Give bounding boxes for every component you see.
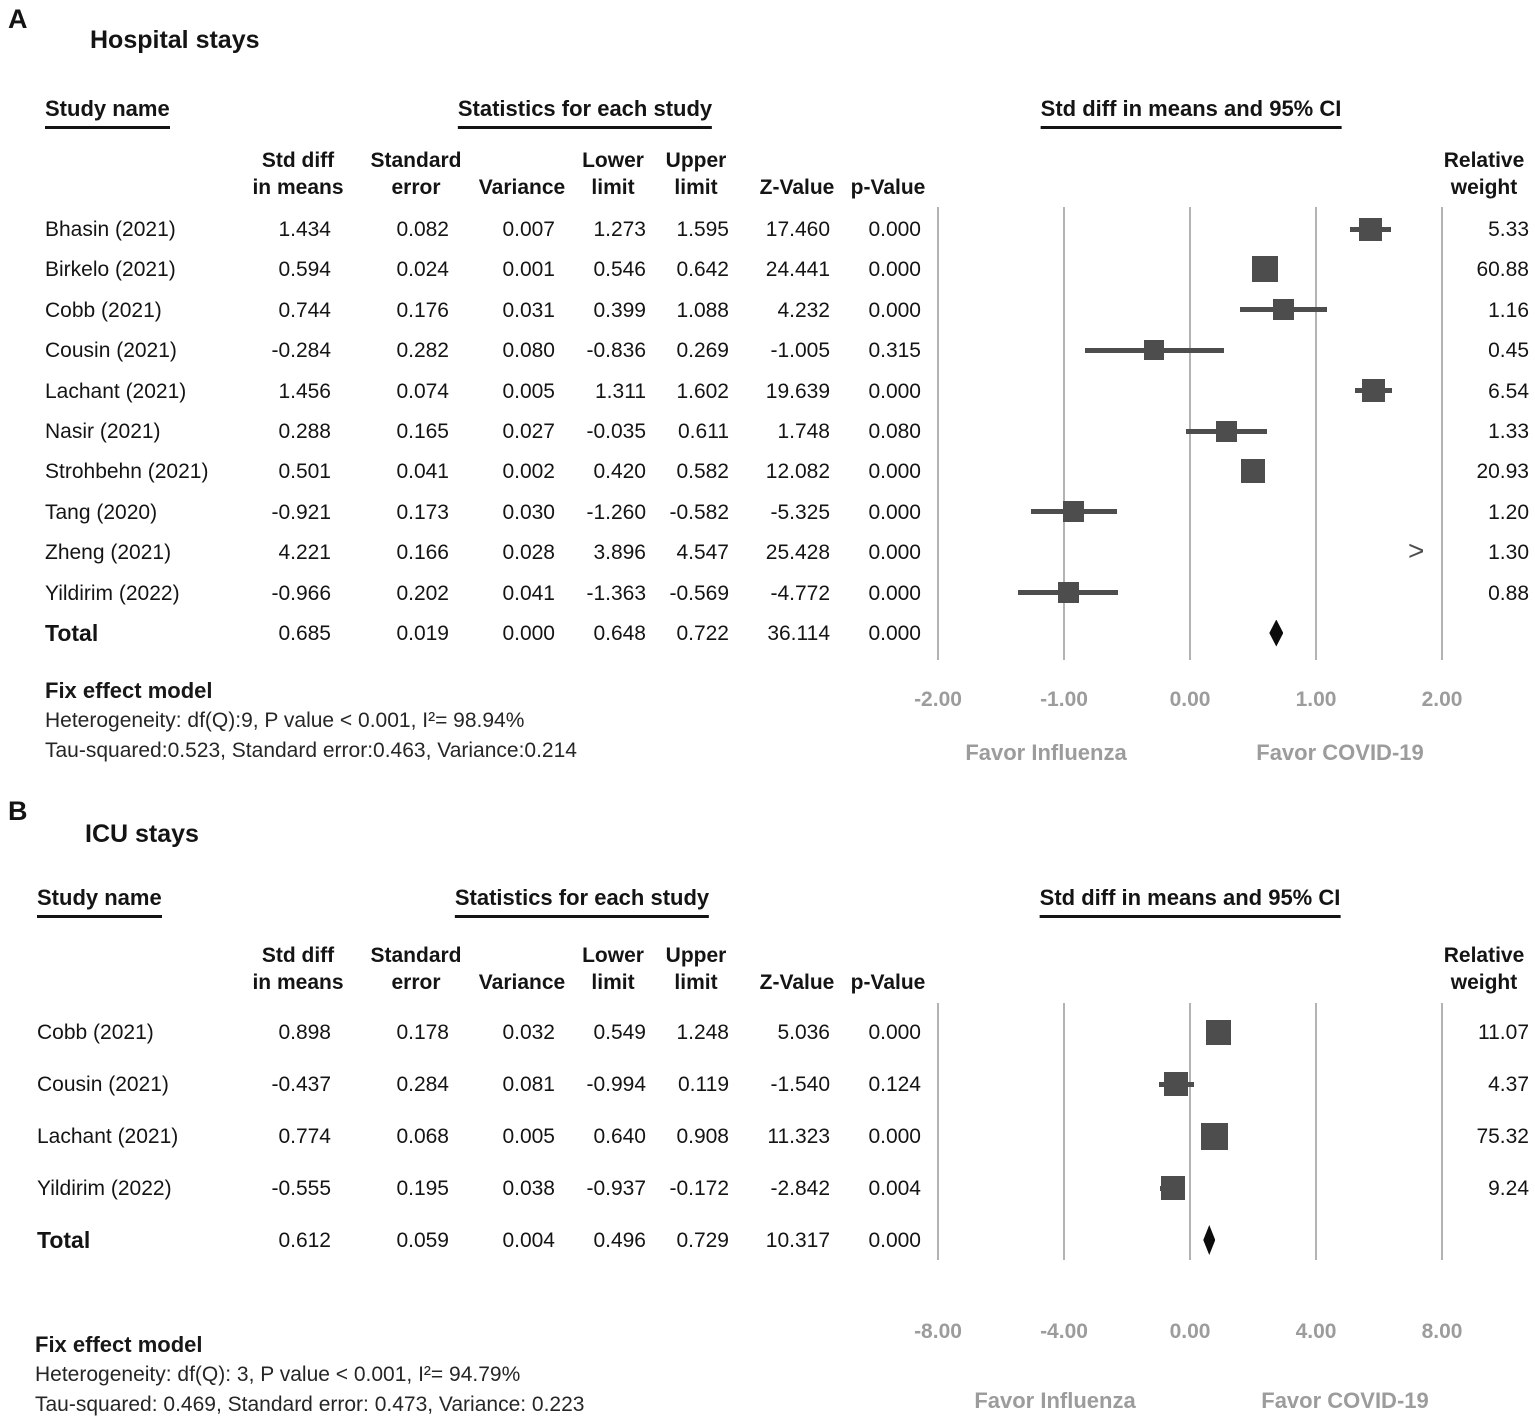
stat-value: 36.114 (767, 622, 830, 645)
stat-value: -0.836 (586, 339, 646, 363)
stat-value: 0.642 (676, 258, 729, 282)
study-name: Yildirim (2022) (37, 1177, 172, 1200)
ci-plot-header: Std diff in means and 95% CI (1040, 885, 1341, 918)
stat-value: 0.173 (396, 500, 449, 524)
stat-value: 0.000 (868, 460, 921, 484)
stat-value: 0.195 (396, 1177, 449, 1200)
stat-value: 3.896 (593, 541, 646, 565)
axis-tick-label: 0.00 (1169, 688, 1211, 711)
stat-value: 0.288 (278, 420, 331, 443)
heterogeneity-text: Heterogeneity: df(Q): 3, P value < 0.001, I²= 94.79% (35, 1363, 521, 1386)
stat-value: 0.594 (278, 258, 331, 282)
column-header-line2: in means (252, 176, 344, 199)
column-header-line1: Std diff (261, 944, 335, 967)
stat-value: -0.966 (271, 581, 331, 605)
tau-text: Tau-squared:0.523, Standard error:0.463, Variance:0.214 (45, 739, 577, 762)
stat-value: -0.569 (669, 581, 729, 605)
stat-value: 0.722 (676, 622, 729, 645)
column-header-line2: Z-Value (759, 176, 835, 199)
stat-value: -0.555 (271, 1177, 331, 1200)
stat-value: 0.165 (396, 420, 449, 443)
stat-value: 0.004 (502, 1229, 555, 1252)
study-name: Cousin (2021) (45, 339, 177, 363)
relative-weight-header-line2: weight (1450, 176, 1518, 199)
tau-text: Tau-squared: 0.469, Standard error: 0.473, Variance: 0.223 (35, 1393, 585, 1416)
heterogeneity-text: Heterogeneity: df(Q):9, P value < 0.001, I²= 98.94% (45, 709, 525, 732)
stat-value: 0.080 (868, 420, 921, 443)
stat-value: 0.000 (502, 622, 555, 645)
stat-value: 0.004 (868, 1177, 921, 1200)
relative-weight-value: 11.07 (1478, 1021, 1529, 1044)
stat-value: 0.032 (502, 1021, 555, 1044)
stat-value: 0.000 (868, 500, 921, 524)
stat-value: 0.041 (502, 581, 555, 605)
study-name-column-header: Study name (37, 885, 162, 918)
model-footer (45, 676, 577, 766)
stat-value: 0.041 (396, 460, 449, 484)
stat-value: 0.000 (868, 1021, 921, 1044)
relative-weight-value: 75.32 (1476, 1125, 1529, 1148)
column-header-line1: Lower (582, 944, 644, 967)
relative-weight-value: 6.54 (1488, 379, 1529, 403)
stat-value: 0.081 (502, 1073, 555, 1096)
stat-value: 0.000 (868, 379, 921, 403)
stat-value: 1.456 (278, 379, 331, 403)
stat-value: -1.540 (770, 1073, 830, 1096)
stat-value: 0.582 (676, 460, 729, 484)
stat-value: 1.088 (676, 298, 729, 322)
study-name: Bhasin (2021) (45, 218, 176, 241)
stat-value: 5.036 (777, 1021, 830, 1044)
stat-value: 0.898 (278, 1021, 331, 1044)
stat-value: 17.460 (765, 218, 830, 241)
column-header-line2: limit (674, 176, 718, 199)
stat-value: 0.000 (868, 581, 921, 605)
column-header-line2: Variance (478, 176, 566, 199)
column-header-line2: p-Value (850, 971, 926, 994)
stat-value: 0.002 (502, 460, 555, 484)
axis-tick-label: 0.00 (1169, 1320, 1211, 1343)
stat-value: 0.000 (868, 1125, 921, 1148)
study-name: Nasir (2021) (45, 420, 161, 443)
axis-tick-label: 8.00 (1421, 1320, 1463, 1343)
axis-labels (0, 790, 1535, 1421)
favor-right-label: Favor COVID-19 (1256, 740, 1424, 765)
stat-value: 0.501 (278, 460, 331, 484)
stat-value: 0.030 (502, 500, 555, 524)
stat-value: 0.119 (678, 1073, 729, 1096)
column-header-line2: limit (674, 971, 718, 994)
axis-tick-label: -1.00 (1040, 688, 1088, 711)
column-header-line1: Std diff (261, 149, 335, 172)
stat-value: 1.748 (777, 420, 830, 443)
stat-value: 4.547 (676, 541, 729, 565)
stat-value: 0.546 (593, 258, 646, 282)
stat-value: 1.595 (676, 218, 729, 241)
stat-value: -0.437 (271, 1073, 331, 1096)
stat-value: 0.496 (593, 1229, 646, 1252)
stat-value: 0.282 (396, 339, 449, 363)
stat-value: 0.315 (868, 339, 921, 363)
stat-value: 0.005 (502, 1125, 555, 1148)
stat-value: 1.311 (595, 379, 646, 403)
relative-weight-value: 4.37 (1488, 1073, 1529, 1096)
relative-weight-value: 9.24 (1488, 1177, 1529, 1200)
stat-value: 1.248 (676, 1021, 729, 1044)
stat-value: 0.000 (868, 541, 921, 565)
model-label: Fix effect model (45, 678, 213, 703)
stat-value: 0.000 (868, 1229, 921, 1252)
stat-value: 0.000 (868, 218, 921, 241)
axis-tick-label: -8.00 (914, 1320, 962, 1343)
stat-value: 0.774 (278, 1125, 331, 1148)
relative-weight-value: 5.33 (1488, 218, 1529, 241)
stat-value: 19.639 (765, 379, 830, 403)
statistics-header: Statistics for each study (455, 885, 709, 918)
column-header-line2: limit (591, 971, 635, 994)
stat-value: 0.074 (396, 379, 449, 403)
panel-letter: A (8, 4, 28, 34)
stat-value: 1.273 (593, 218, 646, 241)
stat-value: 0.744 (278, 298, 331, 322)
stat-value: 1.434 (278, 218, 331, 241)
stat-value: 25.428 (765, 541, 830, 565)
favor-left-label: Favor Influenza (965, 740, 1127, 765)
stat-value: 0.080 (502, 339, 555, 363)
stat-value: 0.024 (396, 258, 449, 282)
study-name: Cousin (2021) (37, 1073, 169, 1096)
column-header-line2: limit (591, 176, 635, 199)
stat-value: 0.019 (396, 622, 449, 645)
panel-icu-stays (0, 790, 1535, 1421)
study-name: Lachant (2021) (37, 1125, 179, 1148)
stat-value: 0.908 (676, 1125, 729, 1148)
stat-value: 0.007 (502, 218, 555, 241)
stat-value: 0.612 (278, 1229, 331, 1252)
stat-value: 0.202 (396, 581, 449, 605)
axis-tick-label: 1.00 (1295, 688, 1337, 711)
column-header-line2: in means (252, 971, 344, 994)
column-header-line1: Standard (370, 149, 462, 172)
stat-value: -0.582 (669, 500, 729, 524)
relative-weight-value: 0.45 (1488, 339, 1529, 363)
total-label: Total (45, 620, 99, 646)
model-footer (35, 1330, 584, 1420)
relative-weight-header-line1: Relative (1443, 944, 1525, 967)
study-name: Cobb (2021) (45, 298, 162, 322)
study-name-column-header: Study name (45, 96, 170, 129)
relative-weight-value: 1.16 (1488, 298, 1529, 322)
column-header-line1: Upper (665, 944, 727, 967)
stat-value: 0.082 (396, 218, 449, 241)
stat-value: 0.038 (502, 1177, 555, 1200)
axis-tick-label: 4.00 (1295, 1320, 1337, 1343)
stat-value: 0.269 (676, 339, 729, 363)
stat-value: 0.166 (396, 541, 449, 565)
stat-value: 0.284 (396, 1073, 449, 1096)
relative-weight-value: 20.93 (1476, 460, 1529, 484)
relative-weight-header-line2: weight (1450, 971, 1518, 994)
stat-value: -0.172 (669, 1177, 729, 1200)
stat-value: 0.000 (868, 622, 921, 645)
column-header-line1: Lower (582, 149, 644, 172)
column-header-line2: error (391, 971, 441, 994)
stat-value: 0.685 (278, 622, 331, 645)
stat-value: -0.035 (586, 420, 646, 443)
relative-weight-value: 1.30 (1488, 541, 1529, 565)
stat-value: -0.921 (271, 500, 331, 524)
stat-value: 0.059 (396, 1229, 449, 1252)
relative-weight-header-line1: Relative (1443, 149, 1525, 172)
statistics-header: Statistics for each study (458, 96, 712, 129)
stat-value: 1.602 (676, 379, 729, 403)
stat-value: -1.363 (586, 581, 646, 605)
stat-value: 0.729 (676, 1229, 729, 1252)
stat-value: 0.027 (502, 420, 555, 443)
column-header-line2: Z-Value (759, 971, 835, 994)
stat-value: 0.000 (868, 258, 921, 282)
stat-value: 0.549 (593, 1021, 646, 1044)
model-label: Fix effect model (35, 1332, 203, 1357)
study-name: Strohbehn (2021) (45, 460, 209, 484)
stat-value: -0.937 (586, 1177, 646, 1200)
stat-value: 4.232 (777, 298, 830, 322)
stat-value: 0.031 (502, 298, 555, 322)
axis-tick-label: -4.00 (1040, 1320, 1088, 1343)
stat-value: 11.323 (767, 1125, 830, 1148)
stat-value: -0.994 (586, 1073, 646, 1096)
favor-right-label: Favor COVID-19 (1261, 1388, 1429, 1413)
study-name: Lachant (2021) (45, 379, 187, 403)
relative-weight-value: 1.33 (1488, 420, 1529, 443)
stat-value: 0.648 (593, 622, 646, 645)
relative-weight-value: 60.88 (1476, 258, 1529, 282)
stat-value: -5.325 (770, 500, 830, 524)
stat-value: -2.842 (770, 1177, 830, 1200)
stat-value: 0.068 (396, 1125, 449, 1148)
study-name: Zheng (2021) (45, 541, 172, 565)
panel-title: Hospital stays (90, 26, 260, 54)
stat-value: 0.399 (593, 298, 646, 322)
column-header-line1: Standard (370, 944, 462, 967)
stat-value: -0.284 (271, 339, 331, 363)
stat-value: 0.611 (678, 420, 729, 443)
stat-value: 10.317 (765, 1229, 830, 1252)
ci-plot-header: Std diff in means and 95% CI (1041, 96, 1342, 129)
column-header-line1: Upper (665, 149, 727, 172)
column-header-line2: Variance (478, 971, 566, 994)
stat-value: 4.221 (278, 541, 331, 565)
panel-letter: B (8, 796, 28, 826)
relative-weight-value: 1.20 (1488, 500, 1529, 524)
study-name: Cobb (2021) (37, 1021, 154, 1044)
stat-value: 0.176 (396, 298, 449, 322)
column-header-line2: error (391, 176, 441, 199)
stat-value: 0.124 (868, 1073, 921, 1096)
stat-value: -1.260 (586, 500, 646, 524)
stat-value: -1.005 (770, 339, 830, 363)
column-header-line2: p-Value (850, 176, 926, 199)
stat-value: -4.772 (770, 581, 830, 605)
stat-value: 0.001 (502, 258, 555, 282)
favor-left-label: Favor Influenza (974, 1388, 1136, 1413)
relative-weight-value: 0.88 (1488, 581, 1529, 605)
offscale-arrow-icon: > (1408, 535, 1425, 567)
total-label: Total (37, 1227, 91, 1253)
panel-title: ICU stays (85, 820, 199, 848)
study-name: Tang (2020) (45, 500, 158, 524)
stat-value: 0.000 (868, 298, 921, 322)
stat-value: 0.640 (593, 1125, 646, 1148)
stat-value: 0.420 (593, 460, 646, 484)
stat-value: 0.178 (396, 1021, 449, 1044)
stat-value: 0.005 (502, 379, 555, 403)
stat-value: 24.441 (765, 258, 830, 282)
axis-tick-label: 2.00 (1421, 688, 1463, 711)
axis-tick-label: -2.00 (914, 688, 962, 711)
stat-value: 12.082 (765, 460, 830, 484)
stat-value: 0.028 (502, 541, 555, 565)
study-name: Birkelo (2021) (45, 258, 176, 282)
study-name: Yildirim (2022) (45, 581, 180, 605)
